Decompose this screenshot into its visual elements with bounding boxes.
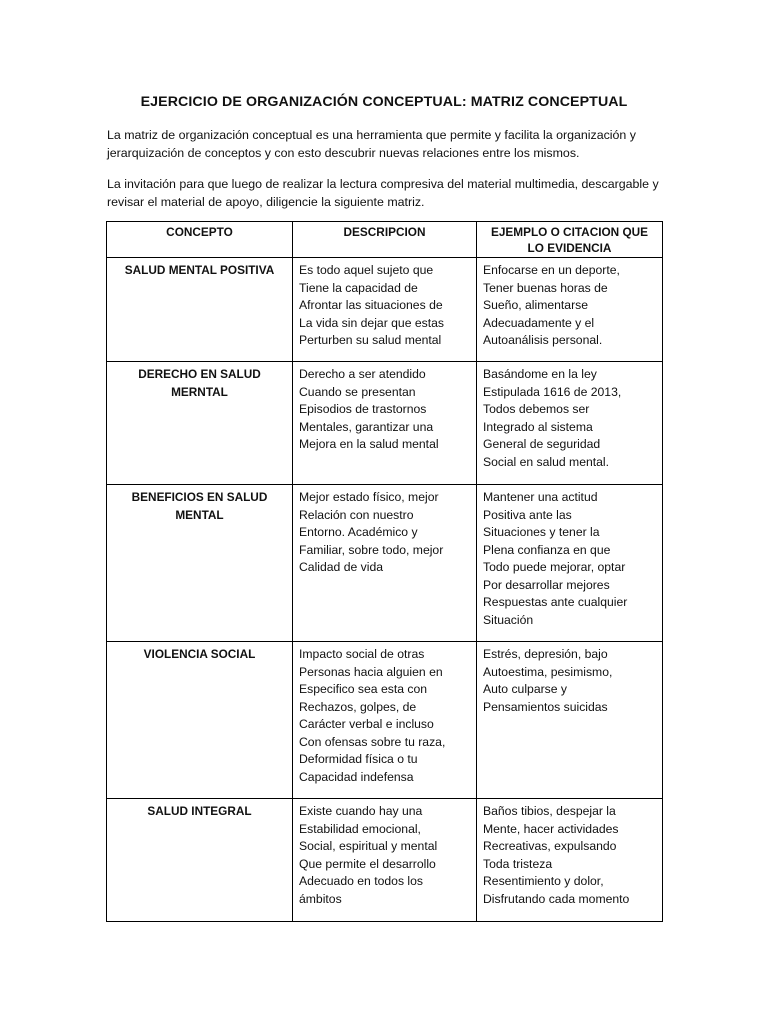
cell-line: Social en salud mental. bbox=[483, 454, 610, 469]
cell-line: Pensamientos suicidas bbox=[483, 699, 608, 714]
cell-line: Mantener una actitud bbox=[483, 490, 598, 504]
cell-line: Estabilidad emocional, bbox=[299, 821, 421, 836]
cell-line: Episodios de trastornos bbox=[299, 402, 427, 416]
description-cell bbox=[293, 642, 477, 799]
cell-line: Rechazos, golpes, de bbox=[299, 699, 417, 714]
cell-line: Autoestima, pesimismo, bbox=[483, 664, 613, 679]
cell-line: Adecuadamente y el bbox=[483, 315, 595, 330]
cell-line: Entorno. Académico y bbox=[299, 525, 418, 539]
concept-cell: VIOLENCIA SOCIAL bbox=[107, 642, 293, 799]
concept-cell: DERECHO EN SALUD MERNTAL bbox=[107, 362, 293, 485]
cell-line: Basándome en la ley bbox=[483, 367, 597, 381]
example-cell bbox=[477, 362, 663, 485]
concept-cell: SALUD MENTAL POSITIVA bbox=[107, 258, 293, 362]
concept-cell: BENEFICIOS EN SALUD MENTAL bbox=[107, 485, 293, 642]
cell-line: Respuestas ante cualquier bbox=[483, 595, 628, 609]
table-row bbox=[107, 258, 663, 362]
cell-line: Mente, hacer actividades bbox=[483, 821, 619, 836]
cell-line: Positiva ante las bbox=[483, 507, 572, 522]
cell-line: Personas hacia alguien en bbox=[299, 664, 443, 679]
cell-line: Cuando se presentan bbox=[299, 384, 416, 399]
table-row bbox=[107, 642, 663, 799]
cell-line: Mejor estado físico, mejor bbox=[299, 490, 439, 504]
cell-line: Existe cuando hay una bbox=[299, 804, 423, 818]
cell-line: Tiene la capacidad de bbox=[299, 280, 418, 295]
intro-paragraph: La matriz de organización conceptual es una herramienta que permite y facilita la organización y jerarquización de conceptos y con esto descubrir nuevas relaciones entre los mismos. bbox=[107, 128, 636, 160]
cell-line: Disfrutando cada momento bbox=[483, 891, 630, 906]
cell-line: Auto culparse y bbox=[483, 682, 568, 696]
description-cell bbox=[293, 362, 477, 485]
cell-line: Impacto social de otras bbox=[299, 647, 425, 661]
cell-line: Todos debemos ser bbox=[483, 402, 590, 416]
cell-line: Mentales, garantizar una bbox=[299, 419, 434, 434]
cell-line: Toda tristeza bbox=[483, 856, 553, 871]
cell-line: Que permite el desarrollo bbox=[299, 856, 436, 871]
description-cell bbox=[293, 799, 477, 922]
cell-line: Enfocarse en un deporte, bbox=[483, 263, 620, 277]
table-row bbox=[107, 799, 663, 922]
cell-line: Especifico sea esta con bbox=[299, 682, 428, 696]
cell-line: Perturben su salud mental bbox=[299, 333, 442, 347]
table-row bbox=[107, 362, 663, 485]
cell-line: Derecho a ser atendido bbox=[299, 367, 426, 381]
cell-line: Relación con nuestro bbox=[299, 507, 414, 522]
cell-line: Baños tibios, despejar la bbox=[483, 804, 616, 818]
cell-line: Familiar, sobre todo, mejor bbox=[299, 542, 444, 557]
cell-line: General de seguridad bbox=[483, 437, 601, 451]
cell-line: Autoanálisis personal. bbox=[483, 333, 603, 347]
cell-line: Situación bbox=[483, 612, 534, 627]
description-cell bbox=[293, 485, 477, 642]
cell-line: Adecuado en todos los bbox=[299, 874, 423, 888]
cell-line: Estipulada 1616 de 2013, bbox=[483, 384, 622, 399]
cell-line: Deformidad física o tu bbox=[299, 752, 418, 766]
cell-line: Tener buenas horas de bbox=[483, 280, 608, 295]
table-header-row bbox=[107, 222, 663, 258]
example-cell bbox=[477, 642, 663, 799]
header-example: EJEMPLO O CITACION QUE LO EVIDENCIA bbox=[477, 222, 663, 258]
concept-cell: SALUD INTEGRAL bbox=[107, 799, 293, 922]
example-cell bbox=[477, 485, 663, 642]
cell-line: Por desarrollar mejores bbox=[483, 577, 610, 592]
cell-line: Plena confianza en que bbox=[483, 542, 611, 557]
example-cell bbox=[477, 258, 663, 362]
cell-line: Social, espiritual y mental bbox=[299, 839, 438, 853]
cell-line: Integrado al sistema bbox=[483, 419, 593, 434]
table-row bbox=[107, 485, 663, 642]
header-concept: CONCEPTO bbox=[107, 222, 293, 258]
concept-matrix-table bbox=[106, 221, 663, 922]
cell-line: La vida sin dejar que estas bbox=[299, 315, 444, 330]
cell-line: Todo puede mejorar, optar bbox=[483, 560, 626, 574]
cell-line: Afrontar las situaciones de bbox=[299, 298, 443, 312]
header-description: DESCRIPCION bbox=[293, 222, 477, 258]
description-cell bbox=[293, 258, 477, 362]
cell-line: Situaciones y tener la bbox=[483, 525, 600, 539]
document-title: EJERCICIO DE ORGANIZACIÓN CONCEPTUAL: MATRIZ CONCEPTUAL bbox=[140, 94, 628, 110]
cell-line: Capacidad indefensa bbox=[299, 769, 414, 784]
cell-line: Carácter verbal e incluso bbox=[299, 717, 434, 731]
instruction-paragraph: La invitación para que luego de realizar la lectura compresiva del material multimedia, descargable y revisar el material de apoyo, diligencie la siguiente matriz. bbox=[107, 177, 659, 209]
example-cell bbox=[477, 799, 663, 922]
cell-line: Estrés, depresión, bajo bbox=[483, 647, 608, 661]
cell-line: Calidad de vida bbox=[299, 560, 384, 574]
cell-line: Sueño, alimentarse bbox=[483, 298, 589, 312]
cell-line: Resentimiento y dolor, bbox=[483, 874, 604, 888]
cell-line: Recreativas, expulsando bbox=[483, 839, 617, 853]
cell-line: ámbitos bbox=[299, 891, 342, 906]
cell-line: Con ofensas sobre tu raza, bbox=[299, 734, 446, 749]
cell-line: Mejora en la salud mental bbox=[299, 437, 439, 451]
cell-line: Es todo aquel sujeto que bbox=[299, 263, 434, 277]
